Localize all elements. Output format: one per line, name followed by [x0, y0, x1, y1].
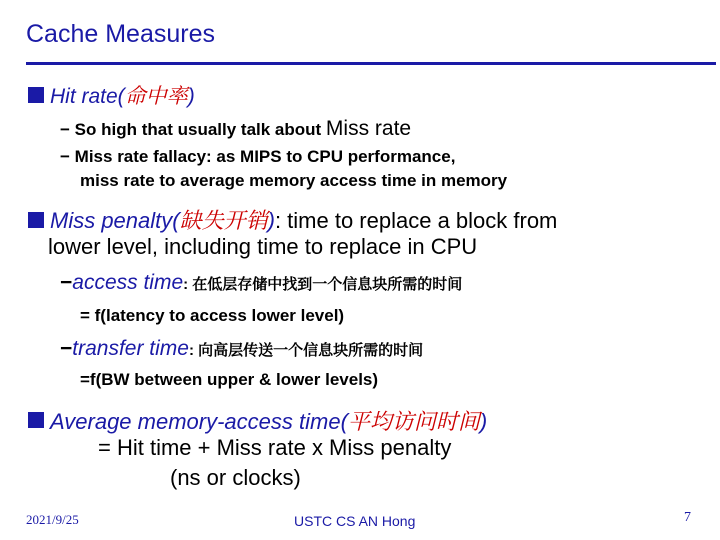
transfer-time-cn: : 向高层传送一个信息块所需的时间 — [188, 342, 424, 359]
sub1-text: So high that usually talk about — [74, 120, 326, 139]
sub2-line2: miss rate to average memory access time in memory — [80, 171, 508, 190]
hit-rate-label: Hit rate( — [50, 85, 125, 108]
transfer-time-term: transfer time — [72, 337, 189, 360]
page-number: 7 — [684, 510, 691, 525]
sub2-line1: Miss rate fallacy: as MIPS to CPU performance, — [74, 147, 456, 166]
footer-author: USTC CS AN Hong — [294, 513, 416, 529]
dash-icon: − — [60, 147, 70, 166]
miss-penalty-close: ) — [267, 208, 275, 233]
sub-bullet-access-time — [60, 271, 462, 295]
square-bullet-icon — [28, 412, 44, 428]
hit-rate-close: ) — [187, 85, 195, 108]
amat-cn: 平均访问时间 — [347, 409, 480, 434]
bullet-hit-rate — [50, 80, 195, 110]
footer-date: 2021/9/25 — [26, 512, 79, 527]
dash-icon: − — [60, 337, 73, 360]
amat-formula: = Hit time + Miss rate x Miss penalty — [98, 435, 452, 460]
access-time-cn: : 在低层存储中找到一个信息块所需的时间 — [183, 276, 463, 293]
bullet-miss-penalty — [50, 204, 557, 235]
dash-icon: − — [60, 120, 70, 139]
slide-title: Cache Measures — [26, 20, 215, 48]
amat-close: ) — [479, 409, 488, 434]
miss-penalty-cn: 缺失开销 — [179, 208, 268, 233]
square-bullet-icon — [28, 212, 44, 228]
amat-units: (ns or clocks) — [170, 465, 301, 490]
dash-icon: − — [60, 271, 73, 294]
sub-bullet-transfer-time — [60, 337, 423, 361]
square-bullet-icon — [28, 87, 44, 103]
hit-rate-cn: 命中率 — [124, 85, 188, 108]
sub1-term: Miss rate — [325, 117, 412, 140]
sub-bullet-miss-rate — [60, 117, 411, 141]
amat-label: Average memory-access time( — [50, 409, 348, 434]
sub-bullet-fallacy — [60, 147, 455, 167]
bullet-amat — [50, 405, 487, 436]
miss-penalty-label: Miss penalty( — [50, 208, 180, 233]
miss-penalty-text: : time to replace a block from — [274, 208, 558, 233]
transfer-time-formula: =f(BW between upper & lower levels) — [80, 370, 379, 389]
access-time-term: access time — [72, 271, 184, 294]
miss-penalty-line2: lower level, including time to replace in CPU — [48, 234, 478, 259]
title-divider — [26, 62, 716, 65]
access-time-formula: = f(latency to access lower level) — [80, 306, 345, 325]
